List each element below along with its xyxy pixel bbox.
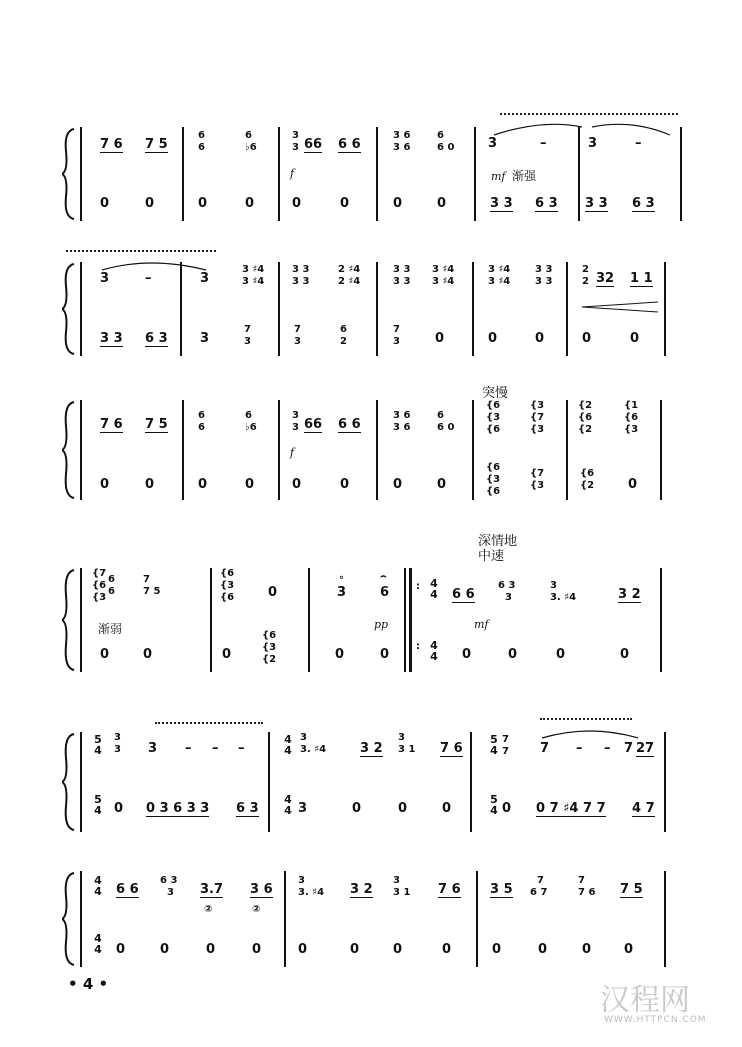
note-group: 3 5 [490,882,513,897]
time-signature-4-4: 4 4 [94,932,102,956]
note-chord: 3 3 3 3 [393,264,411,287]
note-group: 6 3 [535,196,558,211]
time-signature-5-4: 5 4 [94,793,102,817]
note: 0 [340,477,350,492]
barline [80,871,82,967]
note: 3 [148,741,158,756]
note-group: 27 [636,741,655,756]
barline [566,262,568,356]
note-group: 3 2 [618,587,641,602]
repeat-barline-thick [409,568,412,672]
string-marking: ② [204,904,213,915]
barline [278,400,280,500]
note: 0 [380,647,390,662]
arpeggio-chord: {7 {6 {3 [92,568,107,603]
dash: – [604,741,611,756]
note-chord: 6 6 0 [437,410,455,433]
note-chord: 3 3 1 [393,875,411,898]
note-chord: 3 ♯4 3 ♯4 [488,264,511,287]
note: 0 [100,477,110,492]
note: 0 [245,196,255,211]
barline [664,732,666,832]
note-group: 66 [304,137,323,152]
barline [470,732,472,832]
note-chord: 6 6 [108,574,115,597]
ottava-line [66,250,216,252]
note-chord: 3 3. ♯4 [298,875,325,898]
note: 0 [398,801,408,816]
arpeggio-chord: {3 {7 {3 [530,400,545,435]
note-chord: 7 3 [294,324,301,347]
note: 0 [437,477,447,492]
arpeggio-chord: {6 {3 {6 [486,462,501,497]
repeat-barline-thin [404,568,406,672]
note-group: 7 5 [620,882,643,897]
fermata: ° [339,575,344,586]
note-chord: 7 3 [244,324,251,347]
note-chord: 7 7 6 [578,875,596,898]
arpeggio-chord: {2 {6 {2 [578,400,593,435]
note-chord: 3 3. ♯4 [300,732,327,755]
note: 3 [200,271,210,286]
note: 0 [488,331,498,346]
note-chord: 7 7 5 [143,574,161,597]
score-system-4 [0,530,742,680]
tempo-sudden-slow: 突慢 [482,386,509,401]
note: 0 [393,477,403,492]
note-chord: 3 ♯4 3 ♯4 [432,264,455,287]
time-signature-5-4: 5 4 [94,733,102,757]
note: 0 [393,942,403,957]
tempo-moderato: 中速 [478,549,505,564]
time-signature-4-4: 4 4 [94,874,102,898]
barline [80,568,82,672]
note: 0 [100,196,110,211]
dash: – [238,741,245,756]
note: 0 [442,801,452,816]
note-group: 7 6 [440,741,463,756]
score-system-2 [0,248,742,358]
note: 0 [340,196,350,211]
brace [62,400,76,500]
note: 7 [540,741,550,756]
note-group: 3 3 [585,196,608,211]
note: 0 [335,647,345,662]
barline [578,127,580,221]
barline [80,127,82,221]
barline [660,568,662,672]
note-group: 6 6 [338,417,361,432]
barline [472,262,474,356]
note-group: 6 6 [452,587,475,602]
barline [308,568,310,672]
note: 0 [245,477,255,492]
brace [62,568,76,672]
ottava-line [500,113,678,115]
note-chord: 7 7 [502,734,509,757]
note: 0 [624,942,634,957]
brace [62,732,76,832]
arpeggio-chord: {6 {2 [580,468,595,491]
time-signature-5-4: 5 4 [490,793,498,817]
barline [284,871,286,967]
note: 0 [538,942,548,957]
dash: – [145,271,152,286]
note-chord: 6 3 3 [160,875,178,898]
note-chord: 6 ♭6 [245,130,257,153]
dash: – [185,741,192,756]
note: 0 [198,477,208,492]
expression-deep-feeling: 深情地 [478,534,518,549]
dash: – [540,136,547,151]
dynamic-mf: mf [491,170,506,183]
note-chord: 3 3 3 3 [535,264,553,287]
note: 0 [160,942,170,957]
note: 0 [556,647,566,662]
note-group: 3 3 [490,196,513,211]
note-group: 32 [596,271,615,286]
note: 0 [268,585,278,600]
note-group: 3 2 [360,741,383,756]
barline [660,400,662,500]
score-system-6 [0,855,742,970]
note: 0 [252,942,262,957]
note-group: 7 6 [438,882,461,897]
note-chord: 3 3 1 [398,732,416,755]
note-chord: 7 6 7 [530,875,548,898]
arpeggio-chord: {1 {6 {3 [624,400,639,435]
time-signature-4-4: 4 4 [284,733,292,757]
note-group: 3 3 [100,331,123,346]
brace [62,871,76,967]
note: 0 [535,331,545,346]
barline [474,127,476,221]
note-chord: 3 ♯4 3 ♯4 [242,264,265,287]
note-group: 6 6 [338,137,361,152]
note: 6 [380,585,390,600]
page-number: • 4 • [68,975,109,993]
barline [566,400,568,500]
note-group: 7 5 [145,417,168,432]
repeat-dots: : [416,641,420,652]
note-group: 3 6 [250,882,273,897]
dash: – [576,741,583,756]
note-chord: 6 3 3 [498,580,516,603]
watermark-url: WWW.HTTPCN.COM [604,1015,707,1025]
note: 0 [100,647,110,662]
barline [376,400,378,500]
note-chord: 6 6 0 [437,130,455,153]
brace [62,127,76,221]
score-system-5 [0,720,742,838]
arpeggio-chord: {6 {3 {2 [262,630,277,665]
slur [100,256,210,272]
note: 0 [628,477,638,492]
dynamic-pp: pp [374,618,389,631]
arpeggio-chord: {7 {3 [530,468,545,491]
barline [472,400,474,500]
note: 3 [337,585,347,600]
note: 0 [508,647,518,662]
note-chord: 3 3. ♯4 [550,580,577,603]
note: 0 [620,647,630,662]
dynamic-mf: mf [474,618,489,631]
note: 0 [502,801,512,816]
ottava-line [540,718,632,720]
note-group: 0 7 ♯4 7 7 [536,801,606,816]
barline [664,871,666,967]
note: 0 [298,942,308,957]
time-signature-4-4: 4 4 [430,577,438,601]
slur [492,119,672,139]
dynamic-f: f [290,446,295,459]
note-chord: 3 6 3 6 [393,410,411,433]
note-chord: 3 3 [114,732,121,755]
barline [80,262,82,356]
note: 3 [200,331,210,346]
string-marking: ② [252,904,261,915]
note: 0 [292,196,302,211]
expression-crescendo: 渐强 [512,169,537,183]
slur [540,724,640,740]
note: 7 [624,741,634,756]
note-chord: 2 2 [582,264,589,287]
note-group: 6 3 [632,196,655,211]
note-group: 1 1 [630,271,653,286]
barline [476,871,478,967]
barline [80,400,82,500]
note: 0 [198,196,208,211]
note-group: 7 5 [145,137,168,152]
note: 0 [145,477,155,492]
watermark-logo: 汉程网 [600,983,690,1018]
note-group: 6 3 [145,331,168,346]
barline [376,262,378,356]
note-group: 66 [304,417,323,432]
note: 0 [442,942,452,957]
note-chord: 7 3 [393,324,400,347]
note-group: 3.7 [200,882,224,897]
barline [268,732,270,832]
fermata: ⌢ [380,571,387,582]
note: 0 [222,647,232,662]
score-system-3 [0,382,742,512]
note-chord: 3 3 3 3 [292,264,310,287]
note-chord: 3 6 3 6 [393,130,411,153]
diminuendo-hairpin [580,300,660,314]
note: 0 [630,331,640,346]
note-group: 7 6 [100,417,123,432]
barline [278,127,280,221]
barline [664,262,666,356]
time-signature-4-4: 4 4 [284,793,292,817]
note-chord: 6 2 [340,324,347,347]
note: 0 [350,942,360,957]
note: 3 [588,136,598,151]
note-group: 0 3 6 3 3 [146,801,210,816]
note: 3 [100,271,110,286]
note: 0 [116,942,126,957]
barline [182,400,184,500]
ottava-line [155,722,263,724]
arpeggio-chord: {6 {3 {6 [220,568,235,603]
dash: – [635,136,642,151]
score-system-1 [0,115,742,220]
brace [62,262,76,356]
note: 0 [143,647,153,662]
note: 0 [582,331,592,346]
note: 0 [352,801,362,816]
time-signature-5-4: 5 4 [490,733,498,757]
barline [376,127,378,221]
note: 3 [298,801,308,816]
note-group: 3 2 [350,882,373,897]
note-group: 6 6 [116,882,139,897]
note-chord: 6 ♭6 [245,410,257,433]
note-chord: 6 6 [198,410,205,433]
dash: – [212,741,219,756]
note: 0 [206,942,216,957]
barline [80,732,82,832]
expression-diminuendo: 渐弱 [98,622,123,636]
note: 0 [462,647,472,662]
barline [180,262,182,356]
note: 3 [488,136,498,151]
dynamic-f: f [290,167,295,180]
barline [210,568,212,672]
note: 0 [393,196,403,211]
barline [680,127,682,221]
note: 0 [292,477,302,492]
barline [278,262,280,356]
repeat-dots: : [416,581,420,592]
note-chord: 2 ♯4 2 ♯4 [338,264,361,287]
barline [182,127,184,221]
note-group: 7 6 [100,137,123,152]
note: 0 [114,801,124,816]
note-group: 4 7 [632,801,655,816]
arpeggio-chord: {6 {3 {6 [486,400,501,435]
note-chord: 3 3 [292,410,299,433]
note-chord: 6 6 [198,130,205,153]
note: 0 [437,196,447,211]
note-group: 6 3 [236,801,259,816]
note: 0 [582,942,592,957]
time-signature-4-4: 4 4 [430,639,438,663]
note: 0 [145,196,155,211]
note: 0 [435,331,445,346]
note: 0 [492,942,502,957]
note-chord: 3 3 [292,130,299,153]
